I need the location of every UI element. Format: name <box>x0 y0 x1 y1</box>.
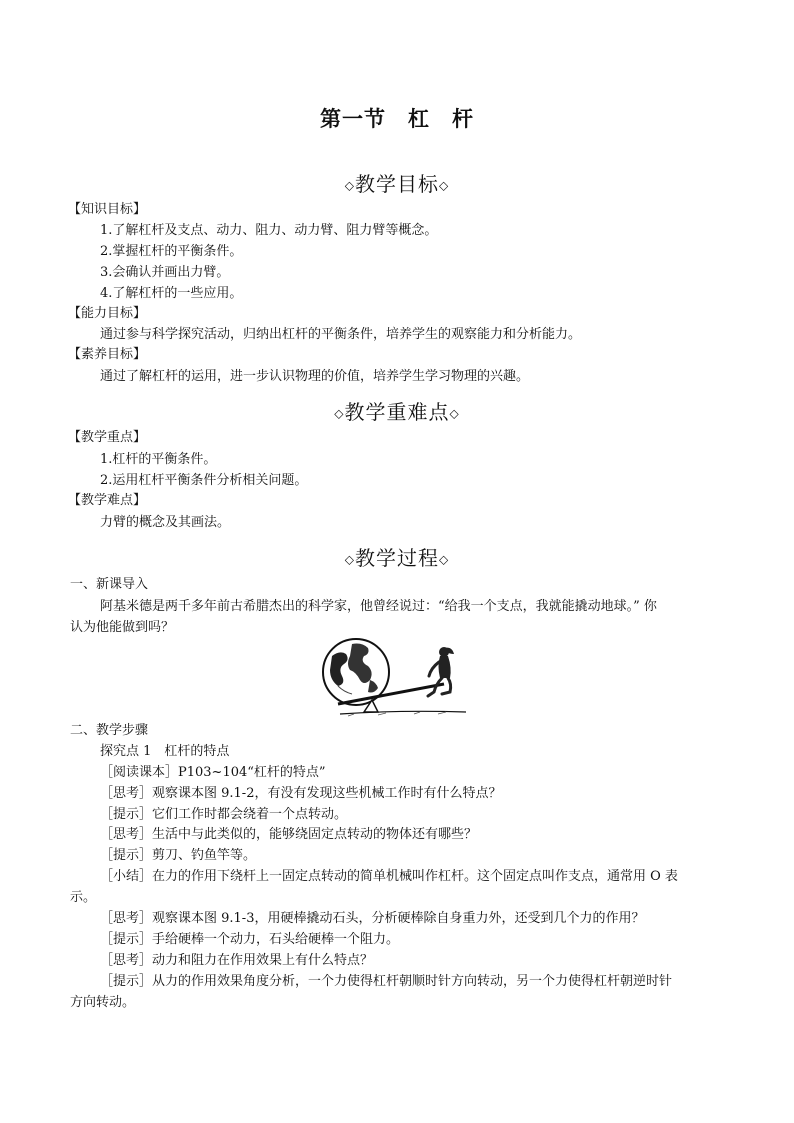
section-heading-key-points <box>0 396 794 425</box>
list-item: 1.杠杆的平衡条件。 <box>100 452 217 467</box>
knowledge-goal-label: 【知识目标】 <box>68 202 147 217</box>
section-heading-text: 教学目标 <box>355 172 439 196</box>
step-line: 示。 <box>70 890 97 905</box>
step-line: ［思考］生活中与此类似的，能够绕固定点转动的物体还有哪些？ <box>100 827 478 842</box>
diamond-icon: ◇ <box>334 406 345 421</box>
literacy-goal-label: 【素养目标】 <box>68 347 147 362</box>
section-heading-goals <box>0 168 794 197</box>
focus-label: 【教学重点】 <box>68 430 147 445</box>
page-title: 第一节 杠 杆 <box>320 107 474 131</box>
diamond-icon: ◇ <box>344 552 355 567</box>
steps-heading: 二、教学步骤 <box>70 723 149 738</box>
list-item: 2.掌握杠杆的平衡条件。 <box>100 244 243 259</box>
list-item: 1.了解杠杆及支点、动力、阻力、动力臂、阻力臂等概念。 <box>100 223 438 238</box>
step-line: ［小结］在力的作用下绕杆上一固定点转动的简单机械叫作杠杆。这个固定点叫作支点，通常用 O 表 <box>100 869 678 884</box>
list-item: 3.会确认并画出力臂。 <box>100 265 230 280</box>
ability-goal-label: 【能力目标】 <box>68 306 147 321</box>
diamond-icon: ◇ <box>439 552 450 567</box>
ability-goal-text: 通过参与科学探究活动，归纳出杠杆的平衡条件，培养学生的观察能力和分析能力。 <box>100 327 582 342</box>
literacy-goal-text: 通过了解杠杆的运用，进一步认识物理的价值，培养学生学习物理的兴趣。 <box>100 369 530 384</box>
difficulty-label: 【教学难点】 <box>68 493 147 508</box>
section-heading-text: 教学过程 <box>355 546 439 570</box>
step-line: ［提示］剪刀、钓鱼竿等。 <box>100 848 257 863</box>
intro-text-continued: 认为他能做到吗？ <box>70 620 175 635</box>
list-item: 4.了解杠杆的一些应用。 <box>100 286 243 301</box>
step-line: ［提示］手给硬棒一个动力，石头给硬棒一个阻力。 <box>100 932 400 947</box>
archimedes-lever-illustration <box>318 636 470 718</box>
step-line: ［阅读课本］P103~104“杠杆的特点” <box>100 765 326 780</box>
intro-heading: 一、新课导入 <box>70 577 149 592</box>
step-line: ［提示］它们工作时都会绕着一个点转动。 <box>100 807 348 822</box>
explore-point-title: 探究点 1 杠杆的特点 <box>100 744 230 759</box>
step-line: ［思考］观察课本图 9.1-2，有没有发现这些机械工作时有什么特点？ <box>100 786 502 801</box>
diamond-icon: ◇ <box>449 406 460 421</box>
list-item: 2.运用杠杆平衡条件分析相关问题。 <box>100 473 308 488</box>
step-line: 方向转动。 <box>70 995 136 1010</box>
intro-text: 阿基米德是两千多年前古希腊杰出的科学家，他曾经说过：“给我一个支点，我就能撬动地球。” 你 <box>100 599 657 614</box>
difficulty-text: 力臂的概念及其画法。 <box>100 515 231 530</box>
step-line: ［思考］观察课本图 9.1-3，用硬棒撬动石头，分析硬棒除自身重力外，还受到几个力的作用？ <box>100 911 645 926</box>
step-line: ［思考］动力和阻力在作用效果上有什么特点？ <box>100 953 374 968</box>
section-heading-text: 教学重难点 <box>344 400 450 424</box>
diamond-icon: ◇ <box>344 178 355 193</box>
diamond-icon: ◇ <box>439 178 450 193</box>
step-line: ［提示］从力的作用效果角度分析，一个力使得杠杆朝顺时针方向转动，另一个力使得杠杆朝逆时针 <box>100 974 673 989</box>
section-heading-process <box>0 542 794 571</box>
